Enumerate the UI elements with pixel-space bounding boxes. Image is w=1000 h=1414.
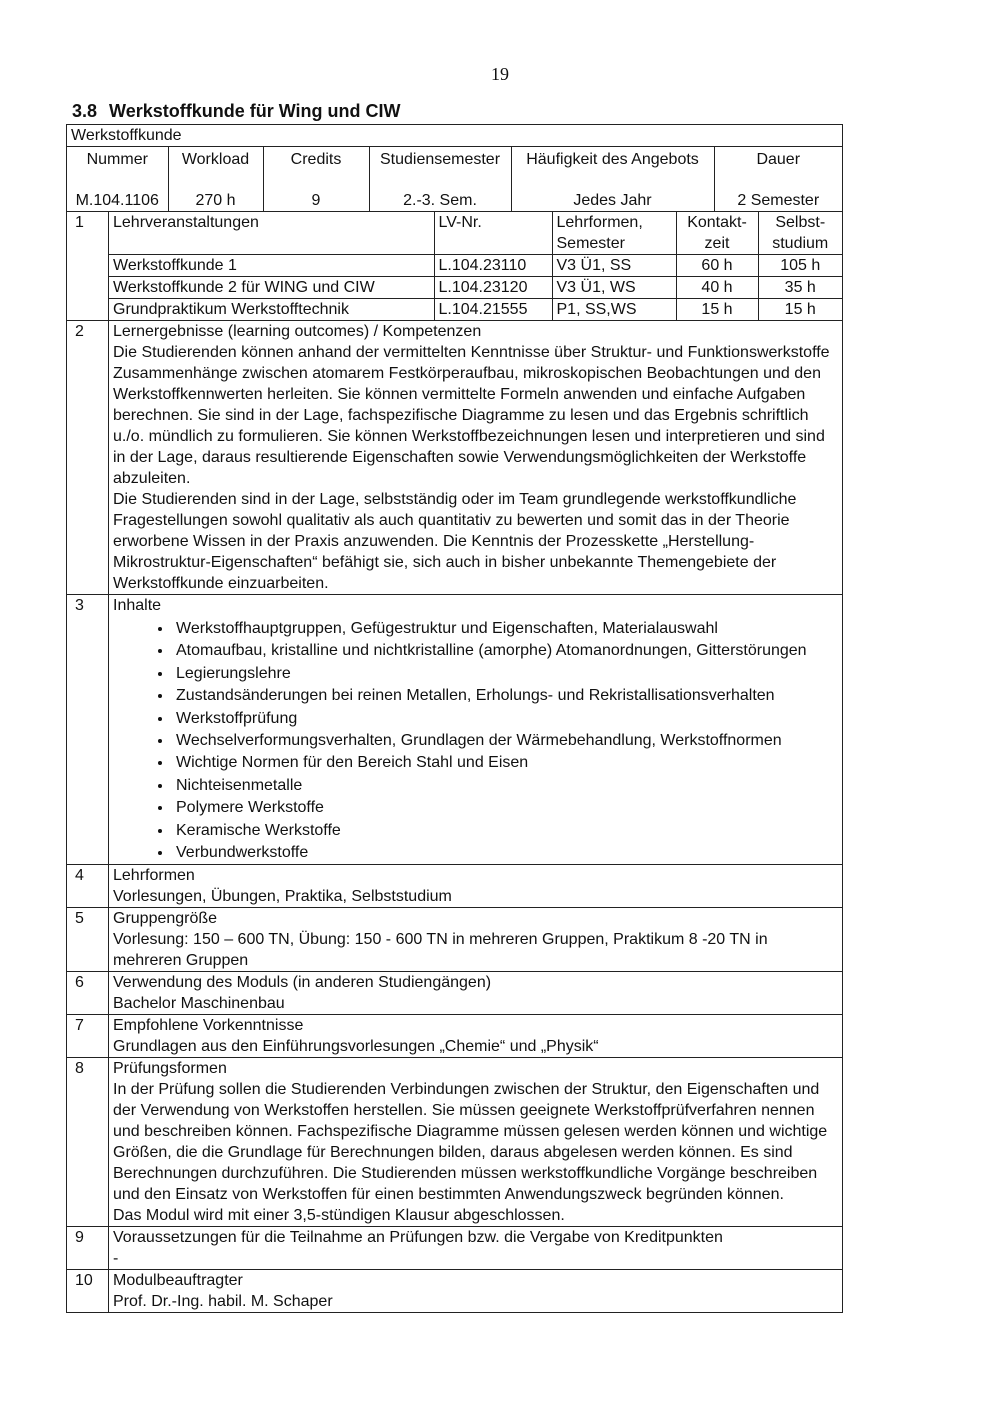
section-title-text: Werkstoffkunde für Wing und CIW [109, 101, 401, 121]
meta-header: Studiensemester [369, 147, 511, 189]
row-text: Vorlesungen, Übungen, Praktika, Selbststudium [113, 888, 452, 906]
course-row [109, 299, 842, 321]
course-self: 105 h [758, 255, 842, 277]
course-contact: 60 h [676, 255, 758, 277]
row-number: 3 [67, 595, 109, 865]
row-heading: Gruppengröße [113, 910, 218, 928]
course-row [109, 277, 842, 299]
meta-value: 9 [263, 189, 369, 211]
course-self: 15 h [758, 299, 842, 321]
row-number: 5 [67, 908, 109, 972]
row-number: 1 [67, 212, 109, 321]
list-item: • Legierungslehre [173, 663, 838, 685]
lvnr-header: LV-Nr. [434, 212, 552, 255]
row-text: Vorlesung: 150 – 600 TN, Übung: 150 - 600 TN in mehreren Gruppen, Praktikum 8 -20 TN in mehreren Gruppen [113, 931, 768, 970]
list-item: • Keramische Werkstoffe [173, 820, 838, 842]
exam-paragraph: Das Modul wird mit einer 3,5-stündigen Klausur abgeschlossen. [113, 1207, 565, 1225]
contents-cell [109, 595, 843, 865]
prerequisites-cell [109, 1015, 843, 1058]
row-text: Bachelor Maschinenbau [113, 995, 285, 1013]
outcomes-cell [109, 321, 843, 595]
course-row [109, 255, 842, 277]
courses-heading: Lehrveranstaltungen [109, 212, 434, 255]
row-number: 7 [67, 1015, 109, 1058]
row-number: 10 [67, 1270, 109, 1313]
module-title: Werkstoffkunde [67, 125, 843, 147]
course-lvnr: L.104.23110 [434, 255, 552, 277]
row-heading: Voraussetzungen für die Teilnahme an Prüfungen bzw. die Vergabe von Kreditpunkten [113, 1229, 723, 1247]
course-lvnr: L.104.21555 [434, 299, 552, 321]
row-heading: Modulbeauftragter [113, 1272, 243, 1290]
meta-value: M.104.1106 [75, 192, 159, 209]
contact-header: Kontakt- zeit [676, 212, 758, 255]
section-title [72, 101, 401, 122]
page-number: 19 [491, 64, 509, 84]
course-name: Werkstoffkunde 2 für WING und CIW [109, 277, 434, 299]
meta-header: Nummer [86, 151, 148, 168]
exam-paragraph: In der Prüfung sollen die Studierenden Verbindungen zwischen der Struktur, den Eigenschaften und der Verwendung von Werkstoffen herstellen. Sie müssen geeignete Werkstoffprüfverfahren nennen und beschreiben können. Fachspezifische Diagramme müssen gelesen werden können und wichtige Größen, die die Grundlage für Berechnungen bilden, daraus abgelesen werden können. Es sind Berechnungen durchzuführen. Die Studierenden müssen werkstoffkundliche Vorgänge beschreiben und den Einsatz von Werkstoffen für einen bestimmten Anwendungszweck begründen können. [113, 1081, 828, 1204]
list-item: • Polymere Werkstoffe [173, 797, 838, 819]
row-number: 9 [67, 1227, 109, 1270]
course-self: 35 h [758, 277, 842, 299]
exam-cell [109, 1058, 843, 1227]
list-item: • Wichtige Normen für den Bereich Stahl und Eisen [173, 752, 838, 774]
course-name: Werkstoffkunde 1 [109, 255, 434, 277]
module-meta [67, 147, 842, 211]
row-number: 2 [67, 321, 109, 595]
section-number: 3.8 [72, 101, 98, 121]
row-text: Grundlagen aus den Einführungsvorlesungen „Chemie“ und „Physik“ [113, 1038, 599, 1056]
meta-value: 2.-3. Sem. [369, 189, 511, 211]
meta-value: 2 Semester [714, 189, 842, 211]
list-item: • Nichteisenmetalle [173, 775, 838, 797]
row-number: 8 [67, 1058, 109, 1227]
row-heading: Lehrformen [113, 867, 195, 885]
row-heading: Empfohlene Vorkenntnisse [113, 1017, 304, 1035]
course-form: V3 Ü1, WS [552, 277, 676, 299]
meta-header: Credits [263, 147, 369, 189]
exam-requirements-cell [109, 1227, 843, 1270]
list-item: • Werkstoffhauptgruppen, Gefügestruktur und Eigenschaften, Materialauswahl [173, 618, 838, 640]
row-heading: Inhalte [113, 597, 162, 614]
meta-header: Dauer [714, 147, 842, 189]
self-study-header: Selbst- studium [758, 212, 842, 255]
outcomes-paragraph: Die Studierenden können anhand der vermittelten Kenntnisse über Struktur- und Funktionswerkstoffe Zusammenhänge zwischen atomarem Festkörperaufbau, mikroskopischen Beobachtungen und den Werkstoffkennwerten herleiten. Sie können vermittelte Formeln anwenden und einfache Aufgaben berechnen. Sie sind in der Lage, fachspezifische Diagramme zu lesen und das Ergebnis schriftlich u./o. mündlich zu formulieren. Sie können Werkstoffbezeichnungen lesen und interpretieren und sind in der Lage, daraus resultierende Eigenschaften sowie Verwendungsmöglichkeiten der Werkstoffe abzuleiten. [113, 344, 830, 487]
contents-list [113, 618, 838, 864]
course-form: P1, SS,WS [552, 299, 676, 321]
row-heading: Lernergebnisse (learning outcomes) / Kompetenzen [113, 323, 482, 340]
group-size-cell [109, 908, 843, 972]
list-item: • Werkstoffprüfung [173, 708, 838, 730]
module-lead-cell [109, 1270, 843, 1313]
course-lvnr: L.104.23120 [434, 277, 552, 299]
meta-value: Jedes Jahr [511, 189, 714, 211]
meta-header: Workload [168, 147, 263, 189]
meta-header: Häufigkeit des Angebots [511, 147, 714, 189]
list-item: • Atomaufbau, kristalline und nichtkristalline (amorphe) Atomanordnungen, Gitterstörungen [173, 640, 838, 662]
usage-cell [109, 972, 843, 1015]
list-item: • Zustandsänderungen bei reinen Metallen, Erholungs- und Rekristallisationsverhalten [173, 685, 838, 707]
course-form: V3 Ü1, SS [552, 255, 676, 277]
course-contact: 40 h [676, 277, 758, 299]
row-text: Prof. Dr.-Ing. habil. M. Schaper [113, 1293, 333, 1311]
teaching-forms-cell [109, 865, 843, 908]
course-contact: 15 h [676, 299, 758, 321]
row-text: - [113, 1250, 119, 1268]
row-number: 4 [67, 865, 109, 908]
row-heading: Prüfungsformen [113, 1060, 227, 1078]
list-item: • Verbundwerkstoffe [173, 842, 838, 864]
meta-value: 270 h [168, 189, 263, 211]
list-item: • Wechselverformungsverhalten, Grundlagen der Wärmebehandlung, Werkstoffnormen [173, 730, 838, 752]
module-table [66, 124, 843, 1313]
row-number: 6 [67, 972, 109, 1015]
outcomes-paragraph: Die Studierenden sind in der Lage, selbstständig oder im Team grundlegende werkstoffkundliche Fragestellungen sowohl qualitativ als auch quantitativ zu bewerten und somit das in der Theorie erworbene Wissen in der Praxis anzuwenden. Die Kenntnis der Prozesskette „Herstellung-Mikrostruktur-Eigenschaften“ befähigt sie, sich auch in bisher unbekannte Themengebiete der Werkstoffkunde einzuarbeiten. [113, 491, 797, 592]
row-heading: Verwendung des Moduls (in anderen Studiengängen) [113, 974, 492, 992]
forms-header: Lehrformen, Semester [552, 212, 676, 255]
course-name: Grundpraktikum Werkstofftechnik [109, 299, 434, 321]
courses-table [109, 212, 842, 320]
